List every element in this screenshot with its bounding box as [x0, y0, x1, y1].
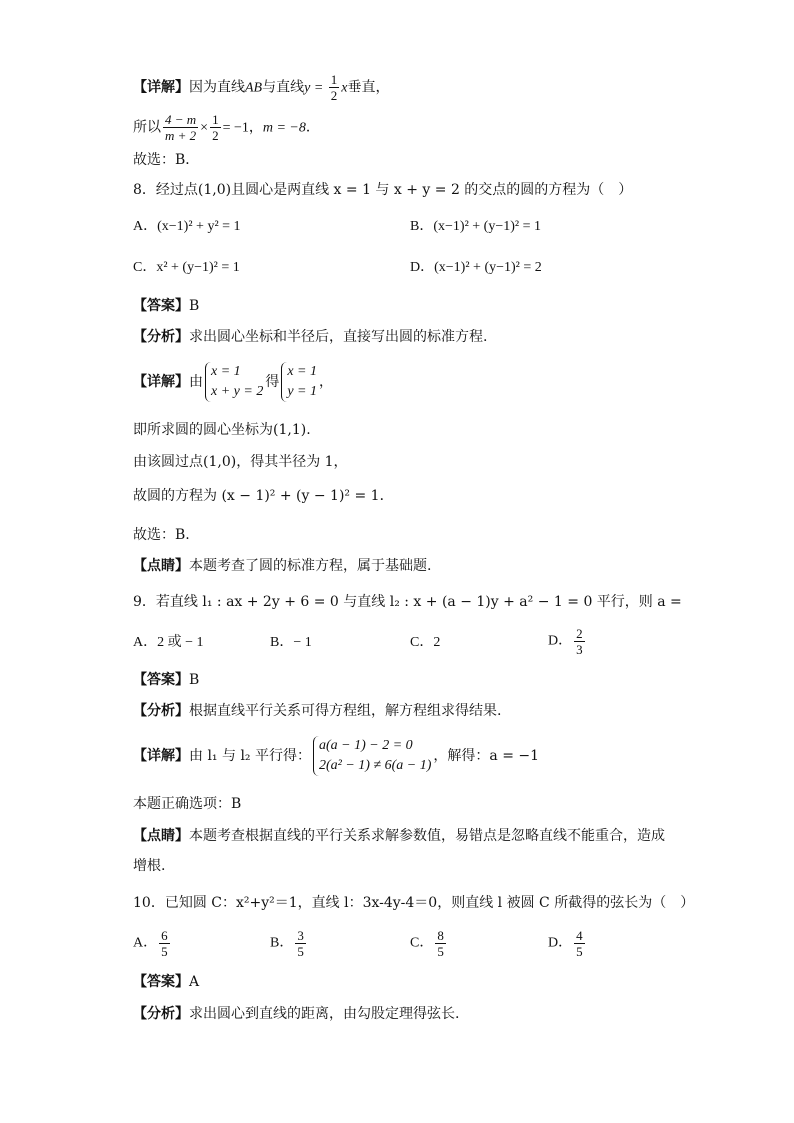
- q10-stem: 10．已知圆 C：x²+y²＝1，直线 l：3x-4y-4＝0，则直线 l 被圆 C 所截得的弦长为（ ）: [133, 895, 695, 911]
- q9-analysis: 【分析】根据直线平行关系可得方程组，解方程组求得结果.: [133, 703, 502, 719]
- q8-radius-line: 由该圆过点(1,0)，得其半径为 1，: [133, 454, 348, 470]
- q10-option-a: A． $\frac{6}{5}$: [133, 928, 168, 959]
- text: 所以: [133, 119, 161, 136]
- q9-stem: 9．若直线 l₁ : ax + 2y + 6 = 0 与直线 l₂ : x + (a − 1)y + a² − 1 = 0 平行，则 a =: [133, 594, 682, 610]
- math: m = −8: [262, 120, 306, 136]
- fraction: $\frac{1}{2}$: [212, 112, 219, 143]
- q7-answer: 故选：B．: [133, 152, 200, 168]
- q9-answer: 【答案】B: [133, 672, 200, 688]
- math: = −1，: [222, 120, 263, 136]
- q10-option-d: D． $\frac{4}{5}$: [548, 928, 583, 959]
- text: 垂直，: [347, 79, 390, 96]
- q9-option-c: C．2: [410, 635, 441, 650]
- text: ．: [305, 119, 320, 136]
- q10-option-b: B． $\frac{3}{5}$: [270, 928, 304, 959]
- q8-option-a: A．(x−1)² + y² = 1: [133, 219, 241, 234]
- q9-comment-cont: 增根.: [133, 858, 166, 874]
- q9-correct: 本题正确选项：B: [133, 796, 242, 812]
- q7-detail-line: [133, 72, 390, 103]
- q8-detail: 【详解】由 x = 1 x + y = 2 得 x = 1 y = 1 ，: [133, 362, 333, 402]
- text: 与直线: [262, 79, 305, 96]
- q8-analysis: 【分析】求出圆心坐标和半径后，直接写出圆的标准方程.: [133, 329, 488, 345]
- equation-system: x = 1 y = 1: [281, 362, 317, 402]
- q7-calc-line: [133, 112, 320, 143]
- equation-system: x = 1 x + y = 2: [205, 362, 263, 402]
- q9-option-b: B．− 1: [270, 635, 312, 650]
- q8-center-line: 即所求圆的圆心坐标为(1,1).: [133, 422, 311, 438]
- equation-system: a(a − 1) − 2 = 0 2(a² − 1) ≠ 6(a − 1): [313, 736, 431, 776]
- detail-tag: 【详解】: [133, 79, 189, 96]
- q8-stem: 8．经过点(1,0)且圆心是两直线 x = 1 与 x + y = 2 的交点的圆的方程为（ ）: [133, 182, 633, 198]
- math: AB: [245, 80, 263, 96]
- q8-option-c: C．x² + (y−1)² = 1: [133, 260, 240, 275]
- fraction: $\frac{4 - m}{m + 2}$: [165, 112, 197, 143]
- q9-option-a: A．2 或 − 1: [133, 635, 204, 650]
- q8-option-b: B．(x−1)² + (y−1)² = 1: [410, 219, 541, 234]
- math: x: [341, 80, 348, 96]
- q10-option-c: C． $\frac{8}{5}$: [410, 928, 444, 959]
- q10-analysis: 【分析】求出圆心到直线的距离，由勾股定理得弦长.: [133, 1006, 460, 1022]
- q8-comment: 【点睛】本题考查了圆的标准方程，属于基础题.: [133, 558, 432, 574]
- q8-option-d: D．(x−1)² + (y−1)² = 2: [410, 260, 542, 275]
- fraction: $\frac{1}{2}$: [330, 72, 338, 103]
- q8-answer: 【答案】B: [133, 298, 200, 314]
- q9-option-d: D． $\frac{2}{3}$: [548, 626, 583, 657]
- q9-detail: 【详解】由 l₁ 与 l₂ 平行得： a(a − 1) − 2 = 0 2(a² − 1) ≠ 6(a − 1) ，解得：a = −1: [133, 736, 539, 776]
- q10-answer: 【答案】A: [133, 974, 200, 990]
- q8-equation-line: 故圆的方程为 (x − 1)² + (y − 1)² = 1．: [133, 488, 394, 504]
- q9-comment: 【点睛】本题考查根据直线的平行关系求解参数值，易错点是忽略直线不能重合，造成: [133, 828, 665, 844]
- text: 因为直线: [189, 79, 245, 96]
- q8-choose: 故选：B.: [133, 527, 190, 543]
- math: ×: [200, 120, 209, 136]
- math: y =: [304, 80, 327, 96]
